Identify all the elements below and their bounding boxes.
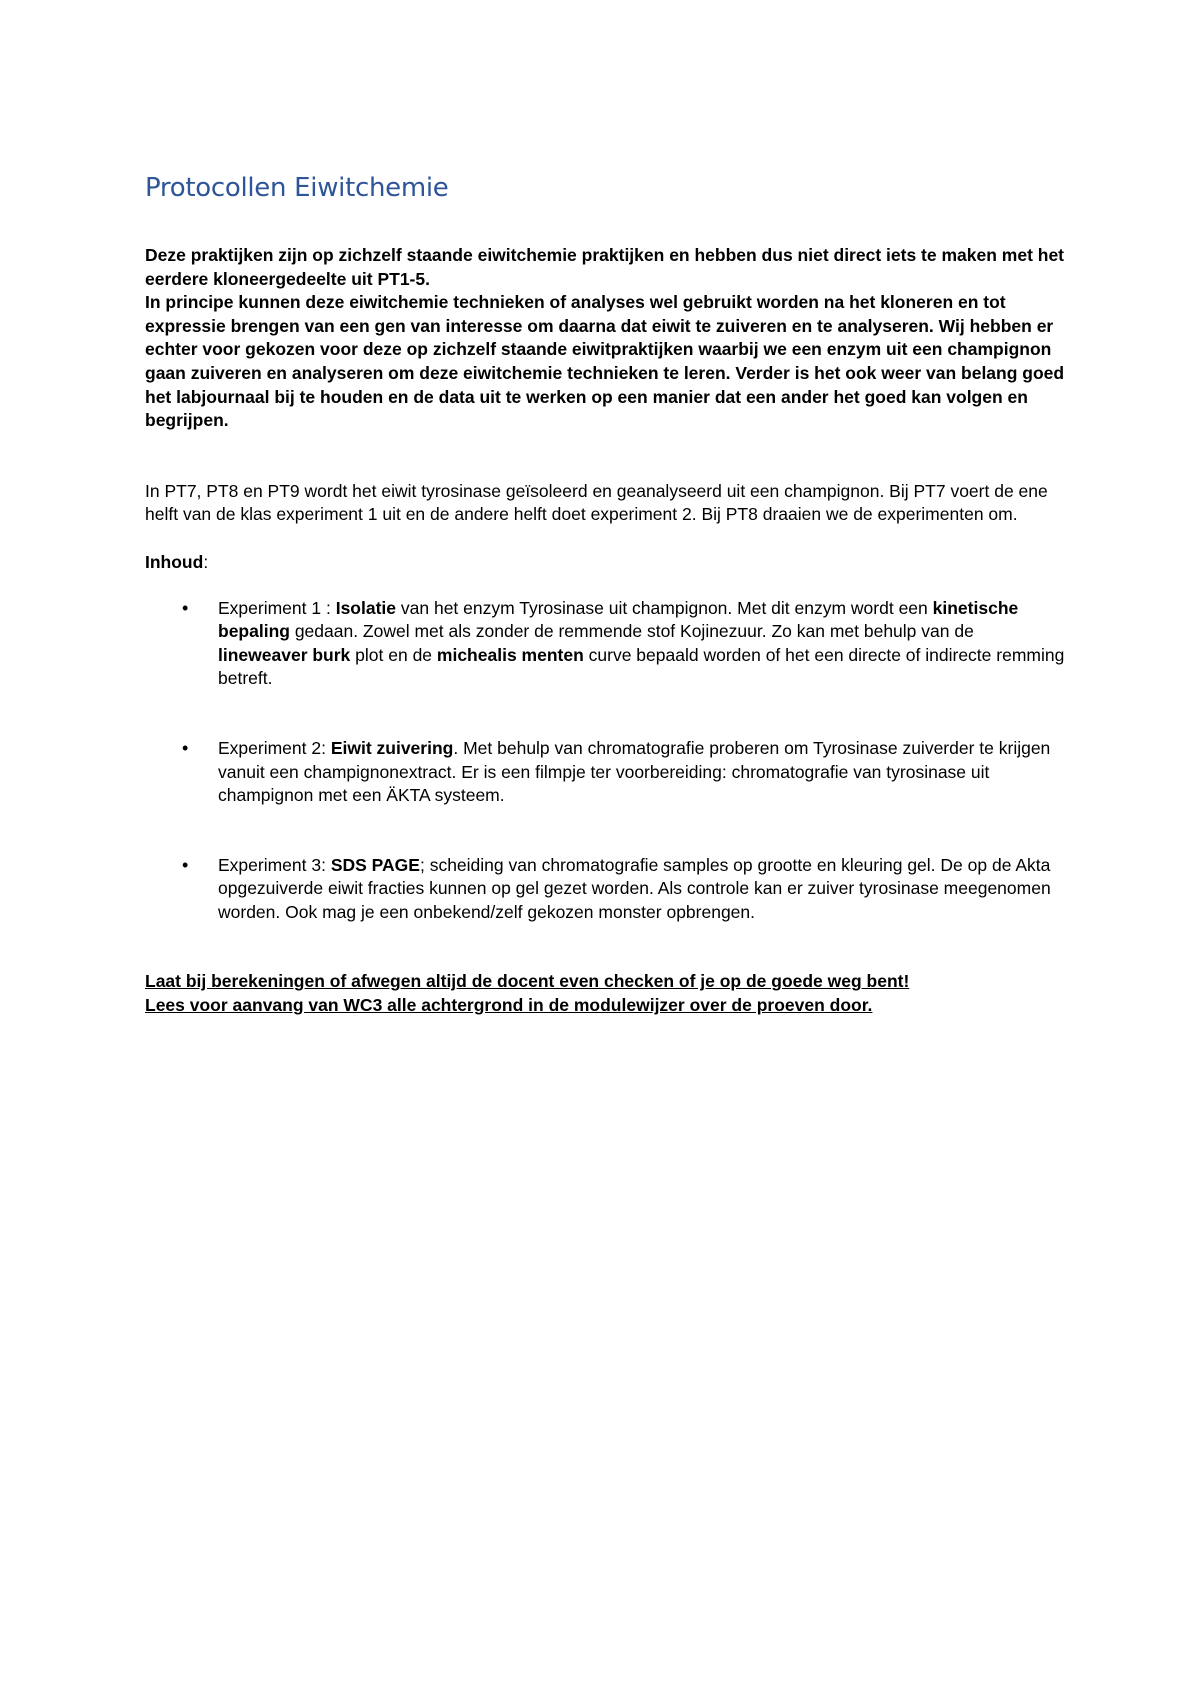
contents-colon: : <box>203 551 209 572</box>
overview-paragraph: In PT7, PT8 en PT9 wordt het eiwit tyrosinase geïsoleerd en geanalyseerd uit een champignon. Bij PT7 voert de ene helft van de klas experiment 1 uit en de andere helft doet experiment 2. Bij PT8 draaien we de experimenten om. <box>145 480 1048 525</box>
contents-heading <box>145 551 1065 575</box>
experiment-keyword: lineweaver burk <box>218 644 351 665</box>
experiment-text: gedaan. Zowel met als zonder de remmende stof Kojinezuur. Zo kan met behulp van de <box>289 621 974 642</box>
experiment-keyword: kinetische bepaling <box>218 597 1019 642</box>
experiment-text: Experiment 2: <box>218 737 331 758</box>
experiment-keyword: michealis menten <box>436 644 584 665</box>
closing-line-1: Laat bij berekeningen of afwegen altijd de docent even checken of je op de goede weg bent! <box>145 971 910 992</box>
experiment-text: van het enzym Tyrosinase uit champignon. Met dit enzym wordt een <box>396 597 933 618</box>
experiment-keyword: Eiwit zuivering <box>330 737 454 758</box>
experiment-text: Experiment 1 : <box>218 597 336 618</box>
experiment-text: ; scheiding van chromatografie samples op grootte en kleuring gel. De op de Akta opgezuiverde eiwit fracties kunnen op gel gezet worden. Als controle kan er zuiver tyrosinase meegenomen worden. Ook mag je een onbekend/zelf gekozen monster opbrengen. <box>218 854 1051 922</box>
overview-section <box>145 480 1065 527</box>
experiment-text: plot en de <box>350 644 437 665</box>
experiment-list <box>145 597 1065 925</box>
document-content <box>145 170 1065 1018</box>
closing-line-2: Lees voor aanvang van WC3 alle achtergrond in de modulewijzer over de proeven door. <box>145 995 873 1016</box>
experiment-text: . Met behulp van chromatografie proberen om Tyrosinase zuiverder te krijgen vanuit een champignonextract. Er is een filmpje ter voorbereiding: chromatografie van tyrosinase uit champignon met een ÄKTA systeem. <box>218 737 1051 806</box>
bullet-icon: • <box>182 597 189 618</box>
list-item-experiment-2 <box>145 737 1065 808</box>
contents-label: Inhoud <box>145 551 204 572</box>
experiment-text: Experiment 3: <box>218 854 331 875</box>
intro-paragraph-1: Deze praktijken zijn op zichzelf staande eiwitchemie praktijken en hebben dus niet direct iets te maken met het eerdere kloneergedeelte uit PT1-5. <box>145 245 1065 289</box>
intro-section <box>145 244 1065 433</box>
intro-paragraph-2: In principe kunnen deze eiwitchemie technieken of analyses wel gebruikt worden na het kloneren en tot expressie brengen van een gen van interesse om daarna dat eiwit te zuiveren en te analyseren. Wij hebben er echter voor gekozen voor deze op zichzelf staande eiwitpraktijken waarbij we een enzym uit een champignon gaan zuiveren en analyseren om deze eiwitchemie technieken te leren. Verder is het ook weer van belang goed het labjournaal bij te houden en de data uit te werken op een manier dat een ander het goed kan volgen en begrijpen. <box>145 292 1065 431</box>
document-title: Protocollen Eiwitchemie <box>145 173 449 203</box>
bullet-icon: • <box>182 854 189 875</box>
list-item-experiment-3 <box>145 854 1065 925</box>
bullet-icon: • <box>182 737 189 758</box>
experiment-keyword: SDS PAGE <box>330 854 420 875</box>
list-item-experiment-1 <box>145 597 1065 691</box>
experiment-text: curve bepaald worden of het een directe of indirecte remming betreft. <box>218 644 1065 689</box>
experiment-keyword: Isolatie <box>335 597 397 618</box>
closing-note <box>145 970 1065 1017</box>
